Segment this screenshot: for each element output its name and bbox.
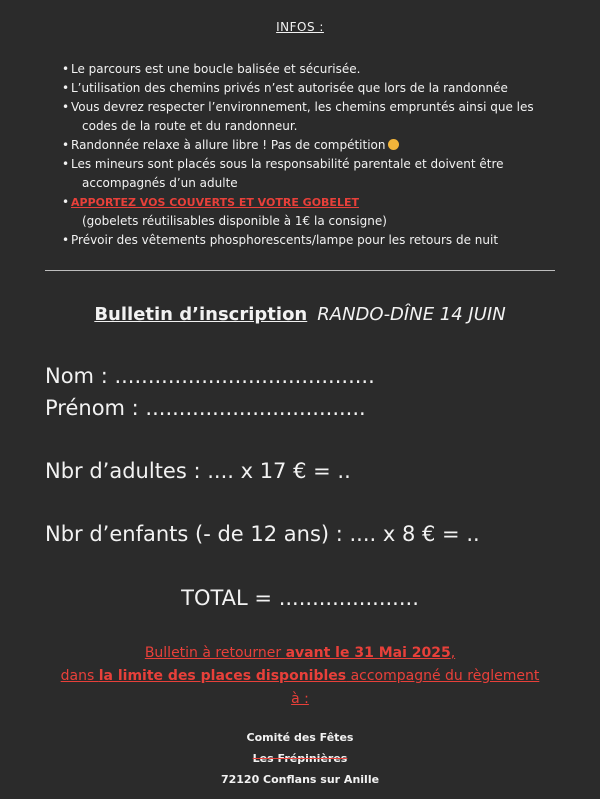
event-name: RANDO-DÎNE 14 JUIN <box>317 304 506 325</box>
total-field[interactable]: TOTAL = ..................... <box>181 586 419 610</box>
prenom-field[interactable]: Prénom : ................................. <box>45 396 366 420</box>
divider <box>45 270 555 271</box>
info-item: • L’utilisation des chemins privés n’est autorisée que lors de la randonnée <box>62 79 557 98</box>
bulletin-heading <box>0 304 600 325</box>
enfants-field[interactable]: Nbr d’enfants (- de 12 ans) : .... x 8 € = .. <box>45 522 480 546</box>
infos-list <box>62 60 557 250</box>
info-item: • Le parcours est une boucle balisée et sécurisée. <box>62 60 557 79</box>
address-block <box>0 727 600 790</box>
info-item-highlight: • APPORTEZ VOS COUVERTS ET VOTRE GOBELET (gobelets réutilisables disponible à 1€ la consigne) <box>62 193 557 231</box>
bulletin-title: Bulletin d’inscription <box>94 304 308 325</box>
infos-title: INFOS : <box>276 20 324 34</box>
info-item: • Vous devrez respecter l’environnement, les chemins empruntés ainsi que les codes de la route et du randonneur. <box>62 98 557 136</box>
address-line: 72120 Conflans sur Anille <box>220 773 380 786</box>
adultes-field[interactable]: Nbr d’adultes : .... x 17 € = .. <box>45 459 351 483</box>
info-item: • Prévoir des vêtements phosphorescents/lampe pour les retours de nuit <box>62 231 557 250</box>
deadline-notice: Bulletin à retourner avant le 31 Mai 2025, dans la limite des places disponibles accompagné du règlement à : <box>60 645 540 707</box>
address-line: Les Frépinières <box>252 752 348 765</box>
info-item: • Les mineurs sont placés sous la responsabilité parentale et doivent être accompagnés d’un adulte <box>62 155 557 193</box>
smiley-emoji-icon <box>388 139 399 150</box>
address-line: Comité des Fêtes <box>246 731 354 744</box>
info-item: • Randonnée relaxe à allure libre ! Pas de compétition <box>62 136 557 155</box>
nom-field[interactable]: Nom : ....................................... <box>45 364 375 388</box>
